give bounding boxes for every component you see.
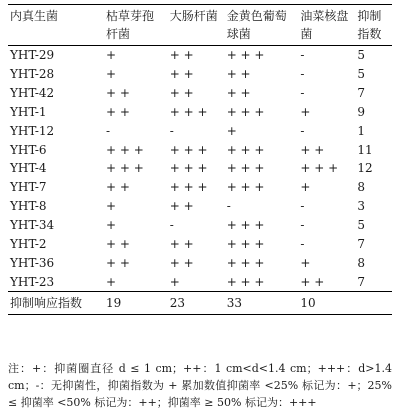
table-cell: 5	[357, 67, 365, 82]
table-row	[8, 121, 392, 140]
table-cell: + +	[106, 255, 130, 270]
table-row	[8, 234, 392, 253]
table-cell: +	[106, 218, 117, 233]
table-cell: + + +	[226, 161, 265, 176]
table-body	[8, 46, 392, 292]
table-cell: 3	[357, 199, 365, 214]
table-row	[8, 159, 392, 178]
table-cell: + + +	[106, 142, 144, 157]
header-row	[8, 5, 392, 46]
col-header-strain: 内真生菌	[10, 9, 59, 23]
table-cell: 1	[357, 123, 365, 138]
table-cell: + + +	[169, 180, 208, 195]
table-cell: -	[169, 123, 174, 138]
table-cell: + + +	[226, 104, 265, 119]
strain-name-cell: YHT-42	[10, 86, 55, 101]
table-cell: +	[106, 48, 117, 63]
table-row	[8, 216, 392, 235]
footer-value: 19	[106, 295, 122, 310]
table-cell: +	[300, 255, 311, 270]
table-note: 注：+：抑菌圈直径 d ≤ 1 cm；++：1 cm<d<1.4 cm；+++：d>1.4 cm；-：无抑菌性，抑菌指数为 + 累加数值抑菌率 <25% 标记为：+；25% ≤ 抑菌率 <50% 标记为：++；抑菌率 ≥ 50% 标记为：+++	[8, 362, 392, 409]
table-header	[8, 5, 392, 46]
strain-name-cell: YHT-28	[10, 67, 55, 82]
table-cell: + +	[169, 67, 194, 82]
strain-name-cell: YHT-1	[10, 104, 47, 119]
antibacterial-table	[8, 4, 392, 315]
col-header-staph-aureus: 金黄色葡萄球菌	[226, 9, 287, 41]
table-row	[8, 65, 392, 84]
table-row	[8, 178, 392, 197]
table-row	[8, 253, 392, 272]
table-row	[8, 272, 392, 291]
table-row	[8, 84, 392, 103]
table-cell: 8	[357, 255, 365, 270]
table-cell: + + +	[169, 161, 208, 176]
table-cell: + +	[226, 67, 251, 82]
table-cell: -	[300, 67, 305, 82]
strain-name-cell: YHT-23	[10, 274, 55, 289]
table-cell: -	[300, 236, 305, 251]
table-cell: + + +	[226, 48, 265, 63]
table-cell: -	[300, 123, 305, 138]
table-cell: + + +	[226, 236, 265, 251]
table-cell: + + +	[226, 274, 265, 289]
table-cell: -	[106, 123, 111, 138]
table-cell: + + +	[106, 161, 144, 176]
table-cell: + +	[169, 236, 194, 251]
table-cell: +	[300, 180, 311, 195]
col-header-bacillus-subtilis: 枯草芽孢杆菌	[106, 9, 155, 41]
table-cell: + + +	[300, 161, 339, 176]
table-row	[8, 140, 392, 159]
strain-name-cell: YHT-12	[10, 123, 55, 138]
strain-name-cell: YHT-29	[10, 48, 55, 63]
table-cell: 11	[357, 142, 373, 157]
footer-value: 23	[169, 295, 185, 310]
table-cell: + +	[300, 274, 325, 289]
col-header-inhibition-index: 抑制指数	[357, 9, 382, 41]
strain-name-cell: YHT-4	[10, 161, 47, 176]
table-cell: +	[226, 123, 237, 138]
table-cell: -	[169, 218, 174, 233]
table-cell: + +	[169, 255, 194, 270]
table-cell: +	[300, 104, 311, 119]
table-cell: 9	[357, 104, 365, 119]
table-cell: 7	[357, 274, 365, 289]
table-cell: + +	[169, 199, 194, 214]
strain-name-cell: YHT-36	[10, 255, 55, 270]
footer-label: 抑制响应指数	[10, 295, 83, 310]
table-cell: +	[106, 199, 117, 214]
table-cell: + +	[226, 86, 251, 101]
table-cell: + +	[106, 104, 130, 119]
table-row	[8, 197, 392, 216]
table-cell: + +	[106, 180, 130, 195]
table-cell: + + +	[226, 255, 265, 270]
footer-value	[355, 291, 392, 314]
table-cell: 12	[357, 161, 373, 176]
table-cell: + +	[300, 142, 325, 157]
table-cell: + + +	[226, 218, 265, 233]
table-row	[8, 46, 392, 65]
table-cell: + + +	[169, 104, 208, 119]
table-cell: +	[106, 67, 117, 82]
footer-row	[8, 291, 392, 314]
table-footer	[8, 291, 392, 314]
table-cell: 5	[357, 48, 365, 63]
strain-name-cell: YHT-8	[10, 199, 47, 214]
table-cell: + +	[106, 86, 130, 101]
table-cell: + +	[169, 48, 194, 63]
table-cell: 8	[357, 180, 365, 195]
table-cell: -	[226, 199, 231, 214]
table-cell: + + +	[169, 142, 208, 157]
footer-value: 33	[226, 295, 242, 310]
table-cell: 7	[357, 86, 365, 101]
strain-name-cell: YHT-2	[10, 236, 47, 251]
table-cell: -	[300, 48, 305, 63]
table-cell: + +	[169, 86, 194, 101]
col-header-sclerotinia: 油菜核盘菌	[300, 9, 349, 41]
table-cell: -	[300, 199, 305, 214]
table-cell: 7	[357, 236, 365, 251]
table-row	[8, 103, 392, 122]
col-header-e-coli: 大肠杆菌	[169, 9, 218, 23]
footer-value: 10	[300, 295, 316, 310]
strain-name-cell: YHT-7	[10, 180, 47, 195]
table-cell: -	[300, 218, 305, 233]
table-cell: + + +	[226, 180, 265, 195]
strain-name-cell: YHT-34	[10, 218, 55, 233]
strain-name-cell: YHT-6	[10, 142, 47, 157]
table-cell: + + +	[226, 142, 265, 157]
table-cell: + +	[106, 236, 130, 251]
table-cell: +	[169, 274, 180, 289]
table-cell: 5	[357, 218, 365, 233]
table-cell: +	[106, 274, 117, 289]
table-cell: -	[300, 86, 305, 101]
